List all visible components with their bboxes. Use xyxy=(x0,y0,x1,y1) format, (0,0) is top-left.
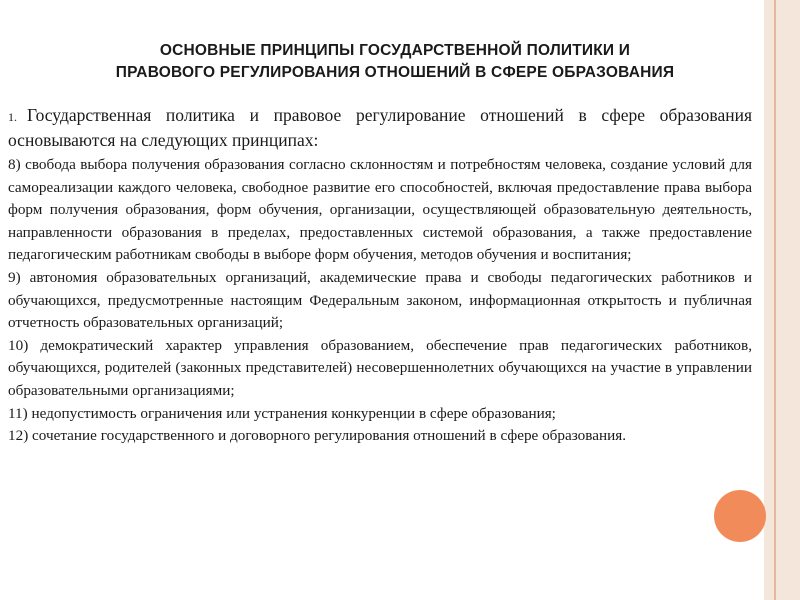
intro-number: 1. xyxy=(8,110,17,124)
intro-paragraph xyxy=(8,104,752,152)
principle-item-10: 10) демократический характер управления образованием, обеспечение прав педагогических работников, обучающихся, родителей (законных представителей) несовершеннолетних обучающихся на участие в управлении образовательными организациями; xyxy=(8,336,752,399)
principle-item-8: 8) свобода выбора получения образования согласно склонностям и потребностям человека, создание условий для самореализации каждого человека, свободное развитие его способностей, включая предоставление права выбора форм получения образования, форм обучения, организации, осуществляющей образовательную деятельность, направленности образования в пределах, предоставленных системой образования, а также предоставление педагогическим работникам свободы в выборе форм обучения, методов обучения и воспитания; xyxy=(8,156,752,264)
accent-circle-decor xyxy=(714,490,766,542)
slide-title xyxy=(50,40,740,84)
slide-body xyxy=(8,104,752,448)
side-decor-line xyxy=(774,0,776,600)
side-decor-band xyxy=(764,0,800,600)
intro-text: Государственная политика и правовое регулирование отношений в сфере образования основываются на следующих принципах: xyxy=(8,105,752,150)
principle-item-9: 9) автономия образовательных организаций, академические права и свободы педагогических работников и обучающихся, предусмотренные настоящим Федеральным законом, информационная открытость и публичная отчетность образовательных организаций; xyxy=(8,268,752,332)
principle-item-11: 11) недопустимость ограничения или устранения конкуренции в сфере образования; xyxy=(8,404,556,422)
slide-title-line-1: ОСНОВНЫЕ ПРИНЦИПЫ ГОСУДАРСТВЕННОЙ ПОЛИТИКИ И xyxy=(159,42,631,59)
slide-title-line-2: ПРАВОВОГО РЕГУЛИРОВАНИЯ ОТНОШЕНИЙ В СФЕРЕ ОБРАЗОВАНИЯ xyxy=(115,64,675,81)
principle-item-12: 12) сочетание государственного и договорного регулирования отношений в сфере образования. xyxy=(8,427,626,445)
